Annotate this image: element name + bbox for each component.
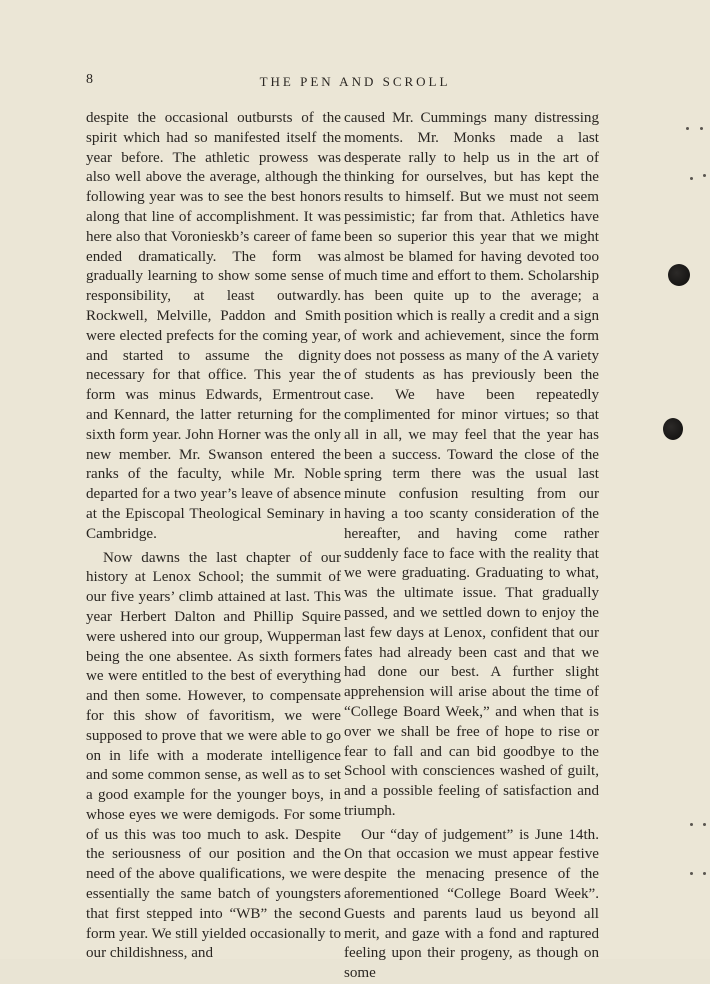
edge-mark [703,872,706,875]
binder-hole-icon [663,418,683,440]
left-paragraph-1: despite the occasional outbursts of the spirit which had so manifested itself the year before. The athletic prowess was also well above the average, although the following year was to see the best honors along that line of accomplishment. It was here also that Voronieskb’s career of fame ended dramatically. The form was gradually learning to show some sense of responsibility, at least outwardly. Rockwell, Melville, Paddon and Smith were elected prefects for the coming year, and started to assume the dignity necessary for that office. This year the form was minus Edwards, Ermentrout and Kennard, the latter returning for the sixth form year. John Horner was the only new member. Mr. Swanson entered the ranks of the faculty, while Mr. Noble departed for a two year’s leave of absence at the Episcopal Theological Seminary in Cambridge. [86,110,341,542]
left-column [86,109,341,964]
edge-mark [686,127,689,130]
right-paragraph-2: Our “day of judgement” is June 14th. On that occasion we must appear festive despite the menacing presence of the aforementioned “College Board Week”. Guests and parents laud us beyond all merit, and gaze with a fond and raptured feeling upon their progeny, as though on some [344,826,599,982]
edge-mark [703,174,706,177]
binder-hole-icon [668,264,690,286]
page-number: 8 [86,72,94,87]
right-column [344,109,599,984]
edge-mark [700,127,703,130]
running-head: THE PEN AND SCROLL [259,74,451,89]
left-paragraph-2: Now dawns the last chapter of our history at Lenox School; the summit of our five years’ climb attained at last. This year Herbert Dalton and Phillip Squire were ushered into our group, Wupperman being the one absentee. As sixth formers we were entitled to the best of everything and then some. However, to compensate for this show of favoritism, we were supposed to prove that we were able to go on in life with a moderate intelligence and some common sense, as well as to set a good example for the younger boys, in whose eyes we were demigods. For some of us this was too much to ask. Despite the seriousness of our position and the need of the above qualifications, we were essentially the same batch of youngsters that first stepped into “WB” the second form year. We still yielded occasionally to our childishness, and [86,549,341,962]
edge-mark [703,823,706,826]
edge-mark [690,823,693,826]
edge-mark [690,872,693,875]
edge-mark [690,177,693,180]
right-paragraph-1: caused Mr. Cummings many distressing moments. Mr. Monks made a last desperate rally to help us in the art of thinking for ourselves, but has kept the results to himself. But we must not seem pessimistic; far from that. Athletics have been so superior this year that we might almost be blamed for having devoted too much time and effort to them. Scholarship has been quite up to the average; a position which is really a credit and a sign of work and achievement, since the form does not possess as many of the A variety of students as has previously been the case. We have been repeatedly complimented for minor virtues; so that all in all, we may feel that the year has been a success. Toward the close of the spring term there was the usual last minute confusion resulting from our having a too scanty consideration of the hereafter, and having come rather suddenly face to face with the reality that we were graduating. Graduating to what, was the ultimate issue. That gradually passed, and we settled down to enjoy the last few days at Lenox, confident that our fates had already been cast and that we had done our best. A further slight apprehension will arise about the time of “College Board Week,” and when that is over we shall be free of hope to rise or fear to fall and can bid goodbye to the School with consciences washed of guilt, and a possible feeling of satisfaction and triumph. [344,110,600,819]
